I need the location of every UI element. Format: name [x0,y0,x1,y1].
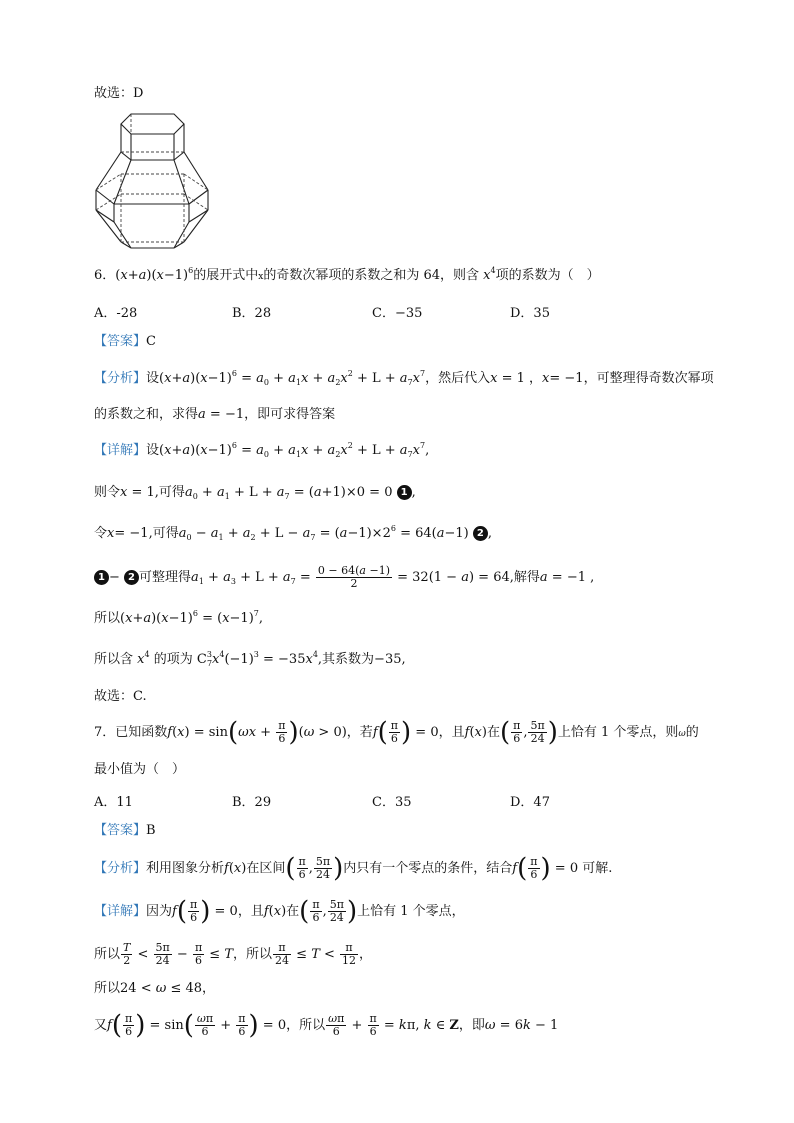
q6-analysis-line1: 【分析】设$(x+a)(x-1)^6 = a_0 + a_1x + a_2x^2 + L + a_7x^7$，然后代入x = 1 ，x= −1，可整理得奇数次幂项 [94,369,714,387]
q6-step3: 1 − 2 可整理得$a_1 + a_3 + L + a_7$ = $\frac{0 - 64(a -1)}{2}$ = 32(1 − a) = 64,解得a = −1 , [94,565,594,590]
polyhedron-figure [94,112,214,256]
analysis-tag: 【分析】 [94,371,147,386]
q6-step1: 则令x = 1,可得$a_0 + a_1 + L + a_7 = (a+1)\times 0 = 0$ 1 , [94,485,416,501]
q7-detail-line1: 【详解】因为f( $\frac{\pi}{6}$ ) = 0，且f(x)在( $\frac{\pi}{6}$ , $\frac{5\pi}{24}$ )上恰有 1 个零点， [94,896,465,927]
marker-1: 1 [397,485,412,500]
q7-analysis: 【分析】利用图象分析f(x)在区间( $\frac{\pi}{6}$ , $\frac{5\pi}{24}$ )内只有一个零点的条件，结合f( $\frac{\pi}{6}$ ) = 0 可解. [94,853,613,884]
q6-stem: 6．$(x+a)(x-1)^6$的展开式中x的奇数次幂项的系数之和为 64，则含 $x^4$项的系数为（ ） [94,266,600,283]
q6-detail-line1: 【详解】设$(x+a)(x-1)^6 = a_0 + a_1x + a_2x^2 + L + a_7x^7$, [94,441,430,459]
q7-detail-line4: 又f( $\frac{\pi}{6}$ ) = sin( $\frac{\omega\pi}{6}$ + $\frac{\pi}{6}$ ) = 0，所以 $\frac{\omega\pi}{6}$ + $\frac{\pi}{6}$ = kπ, k ∈ Z，即ω = 6k − 1 [94,1010,559,1041]
q7-stem-line2: 最小值为（ ） [94,762,186,777]
q7-option-a: A．11 [94,795,133,810]
q7-stem-line1: 7．已知函数f(x) = sin(ωx + $\frac{\pi}{6}$ )(ω > 0)，若f( $\frac{\pi}{6}$ ) = 0，且f(x)在( $\frac{\pi}{6}$ , $\frac{5\pi}{24}$ )上恰有 1 个零点，则ω的 [94,717,699,748]
q6-step5: 所以含 $x^4$ 的项为 $C^3_7x^4(-1)^3 = -35x^4$,其系数为−35, [94,650,406,668]
q7-answer: 【答案】B [94,823,156,838]
q6-step4: 所以$(x+a)(x-1)^6 = (x-1)^7$, [94,609,264,626]
q6-option-c: C．−35 [372,306,423,321]
q7-option-c: C．35 [372,795,412,810]
q6-analysis-line2: 的系数之和，求得a = −1，即可求得答案 [94,407,336,422]
marker-2: 2 [473,526,488,541]
q7-detail-line3: 所以24 < ω ≤ 48， [94,981,216,996]
q6-step2: 令x= −1,可得$a_0 - a_1 + a_2 + L - a_7 = (a-1)\times 2^6 = 64(a-1)$ 2 , [94,524,492,542]
detail-tag: 【详解】 [94,443,147,458]
answer-tag: 【答案】 [94,334,147,349]
q7-option-b: B．29 [232,795,272,810]
q6-option-d: D．35 [510,306,550,321]
q6-final: 故选：C. [94,689,147,704]
polyhedron-svg [94,112,214,252]
q6-option-b: B．28 [232,306,272,321]
q6-option-a: A．-28 [94,306,138,321]
q6-answer: 【答案】C [94,334,156,349]
q7-option-d: D．47 [510,795,550,810]
q7-detail-line2: 所以 $\frac{T}{2}$ < $\frac{5\pi}{24}$ − $\frac{\pi}{6}$ ≤ T，所以 $\frac{\pi}{24}$ ≤ T < $\frac{\pi}{12}$ ， [94,941,373,967]
prev-answer-line: 故选：D [94,86,144,101]
